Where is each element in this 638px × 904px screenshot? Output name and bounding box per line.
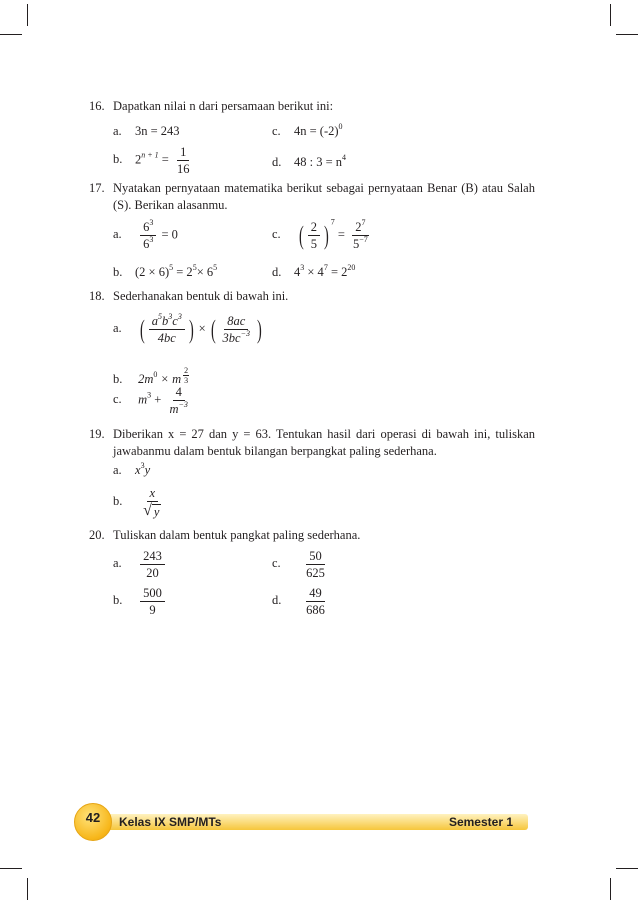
crop-mark <box>610 4 611 26</box>
q18-option-c: c. $m^3$ + $\frac{4}{m^{-3}}$ <box>113 385 193 416</box>
exponent-fraction: $\frac{2}{3}$ <box>184 366 189 385</box>
square-root: √ y <box>143 502 160 519</box>
fraction: $\frac{2}{5}$ <box>308 220 320 251</box>
fraction: x √ y <box>143 486 160 519</box>
fraction: $\frac{6^3}{6^3}$ <box>140 220 156 251</box>
fraction: $\frac{49}{686}$ <box>306 586 325 617</box>
question-16 <box>89 98 535 115</box>
page-number: 42 <box>85 810 101 825</box>
footer-book-title: Kelas IX SMP/MTs <box>119 815 222 829</box>
q17-option-d: d. $4^3 \times 4^7 = 2^{20}$ <box>272 263 356 279</box>
fraction: $\frac{4}{m^{-3}}$ <box>169 385 188 416</box>
q20-option-c: c. $\frac{50}{625}$ <box>272 549 330 580</box>
fraction: $\frac{a^5b^3c^3}{4bc}$ <box>149 314 185 345</box>
question-number: 17. <box>89 181 105 195</box>
q17-option-c: c. ( $\frac{2}{5}$ ) $^7$ = $\frac{2^7}{5^{-7}}$ <box>272 220 373 251</box>
question-17 <box>89 180 535 214</box>
question-19 <box>89 426 535 460</box>
question-number: 18. <box>89 289 105 303</box>
crop-mark <box>610 878 611 900</box>
q17-option-a: a. $\frac{6^3}{6^3}$ = 0 <box>113 218 178 251</box>
question-text: Tuliskan dalam bentuk pangkat paling sederhana. <box>113 528 361 542</box>
question-18 <box>89 288 535 305</box>
page-footer <box>74 811 530 832</box>
q19-option-b: b. x √ y <box>113 486 166 519</box>
q16-option-b: b. $2^{n + 1}$ = $\frac{1}{16}$ <box>113 145 194 176</box>
question-text: Dapatkan nilai n dari persamaan berikut ini: <box>113 99 334 113</box>
q18-option-b: b. $2m^0 \times m$ $\frac{2}{3}$ <box>113 366 189 386</box>
crop-mark <box>0 868 22 869</box>
q17-option-b: b. $(2 \times 6)^5 = 2^5\times 6^5$ <box>113 263 218 279</box>
crop-mark <box>27 4 28 26</box>
question-number: 16. <box>89 99 105 113</box>
crop-mark <box>0 34 22 35</box>
fraction: $\frac{2^7}{5^{-7}}$ <box>353 218 368 251</box>
q16-option-c: c. $4n = (-2)^0$ <box>272 122 343 138</box>
q20-option-d: d. $\frac{49}{686}$ <box>272 586 330 617</box>
q16-option-d: d. 48 : $3 = n^4$ <box>272 153 347 169</box>
question-number: 19. <box>89 427 105 441</box>
footer-semester: Semester 1 <box>448 815 513 829</box>
q16-option-a: a. 3n = 243 <box>113 124 180 138</box>
question-text: Sederhanakan bentuk di bawah ini. <box>113 289 289 303</box>
fraction: $\frac{500}{9}$ <box>140 586 165 617</box>
crop-mark <box>616 868 638 869</box>
question-number: 20. <box>89 528 105 542</box>
q19-option-a: a. $x^3y$ <box>113 461 151 477</box>
question-text: Diberikan x = 27 dan y = 63. Tentukan hasil dari operasi di bawah ini, tuliskan jawabanmu dalam bentuk bilangan berpangkat paling sederhana. <box>113 427 535 458</box>
fraction: $\frac{1}{16}$ <box>176 145 190 176</box>
fraction: $\frac{8ac}{3bc^{-3}}$ <box>222 314 250 345</box>
q20-option-b: b. $\frac{500}{9}$ <box>113 586 167 617</box>
q18-option-a: a. ( $\frac{a^5b^3c^3}{4bc}$ ) × ( $\frac{8ac}{3bc^{-3}}$ ) <box>113 312 262 345</box>
fraction: $\frac{243}{20}$ <box>140 549 165 580</box>
fraction: $\frac{50}{625}$ <box>306 549 325 580</box>
question-text: Nyatakan pernyataan matematika berikut sebagai pernyataan Benar (B) atau Salah (S). Berikan alasanmu. <box>113 181 535 212</box>
crop-mark <box>27 878 28 900</box>
question-20 <box>89 527 535 544</box>
crop-mark <box>616 34 638 35</box>
q20-option-a: a. $\frac{243}{20}$ <box>113 549 167 580</box>
